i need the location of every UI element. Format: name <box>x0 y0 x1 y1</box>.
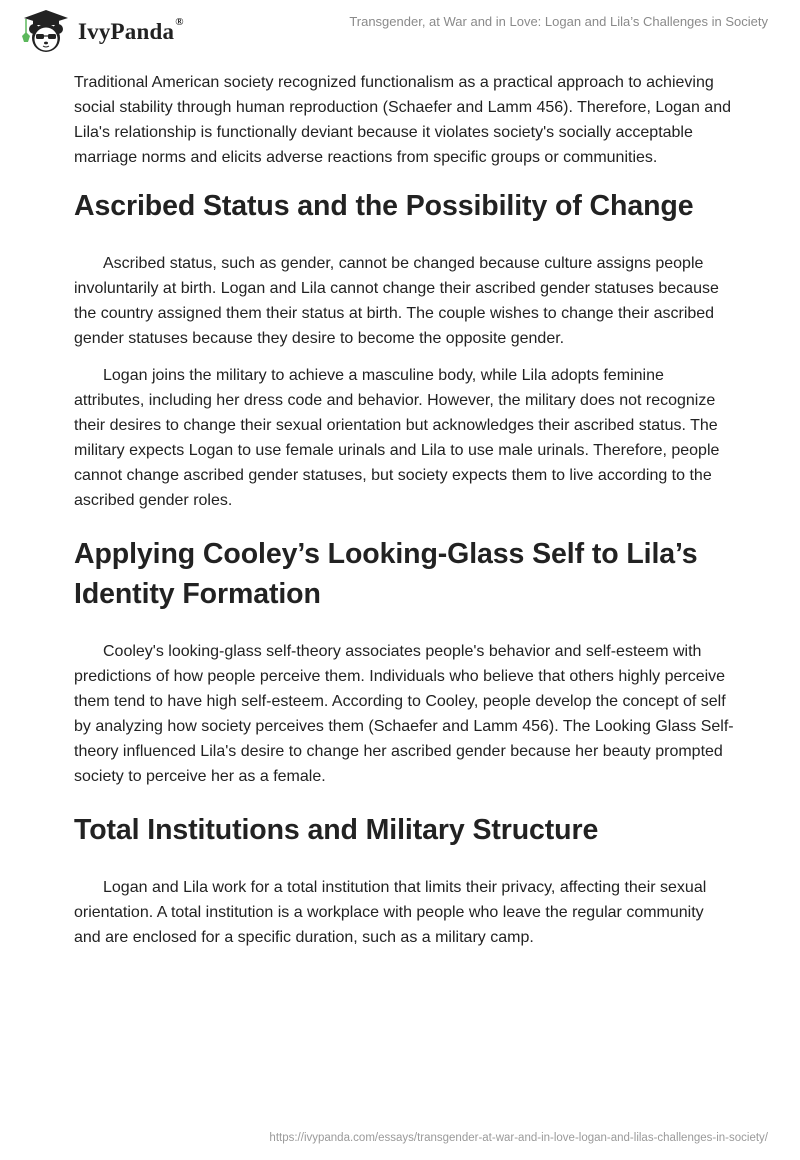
document-title: Transgender, at War and in Love: Logan and Lila’s Challenges in Society <box>349 14 768 29</box>
section-heading-ascribed-status: Ascribed Status and the Possibility of Change <box>74 190 694 222</box>
panda-graduation-cap-icon <box>18 8 74 54</box>
paragraph: Logan joins the military to achieve a masculine body, while Lila adopts feminine attributes, including her dress code and behavior. However, the military does not recognize their desires to change their sexual orientation but acknowledges their ascribed status. The military expects Logan to use female urinals and Lila to use male urinals. Therefore, people cannot change ascribed gender statuses, but society expects them to live according to the ascribed gender roles. <box>74 367 720 509</box>
page-header <box>0 0 800 62</box>
source-url[interactable]: https://ivypanda.com/essays/transgender-at-war-and-in-love-logan-and-lilas-challenges-in-society/ <box>269 1132 768 1144</box>
section-heading-total-institutions: Total Institutions and Military Structure <box>74 814 599 846</box>
paragraph: Cooley's looking-glass self-theory associates people's behavior and self-esteem with predictions of how people perceive them. Individuals who believe that others highly perceive them tend to have high self-esteem. According to Cooley, people develop the concept of self by analyzing how society perceives them (Schaefer and Lamm 456). The Looking Glass Self-theory influenced Lila's desire to change her ascribed gender because her beauty prompted society to perceive her as a female. <box>74 643 734 785</box>
registered-mark: ® <box>175 16 184 28</box>
brand-name: IvyPanda <box>78 19 175 44</box>
article-body <box>74 70 734 962</box>
paragraph: Ascribed status, such as gender, cannot be changed because culture assigns people involuntarily at birth. Logan and Lila cannot change their ascribed gender statuses because the country assigned them their status at birth. The couple wishes to change their ascribed gender statuses because they desire to become the opposite gender. <box>74 255 719 347</box>
paragraph: Logan and Lila work for a total institution that limits their privacy, affecting their sexual orientation. A total institution is a workplace with people who leave the regular community and are enclosed for a specific duration, such as a military camp. <box>74 879 707 946</box>
section-heading-looking-glass-self: Applying Cooley’s Looking-Glass Self to Lila’s Identity Formation <box>74 538 698 610</box>
intro-paragraph: Traditional American society recognized functionalism as a practical approach to achieving social stability through human reproduction (Schaefer and Lamm 456). Therefore, Logan and Lila's relationship is functionally deviant because it violates society's socially acceptable marriage norms and elicits adverse reactions from specific groups or communities. <box>74 74 731 166</box>
ivypanda-logo[interactable] <box>18 8 183 54</box>
